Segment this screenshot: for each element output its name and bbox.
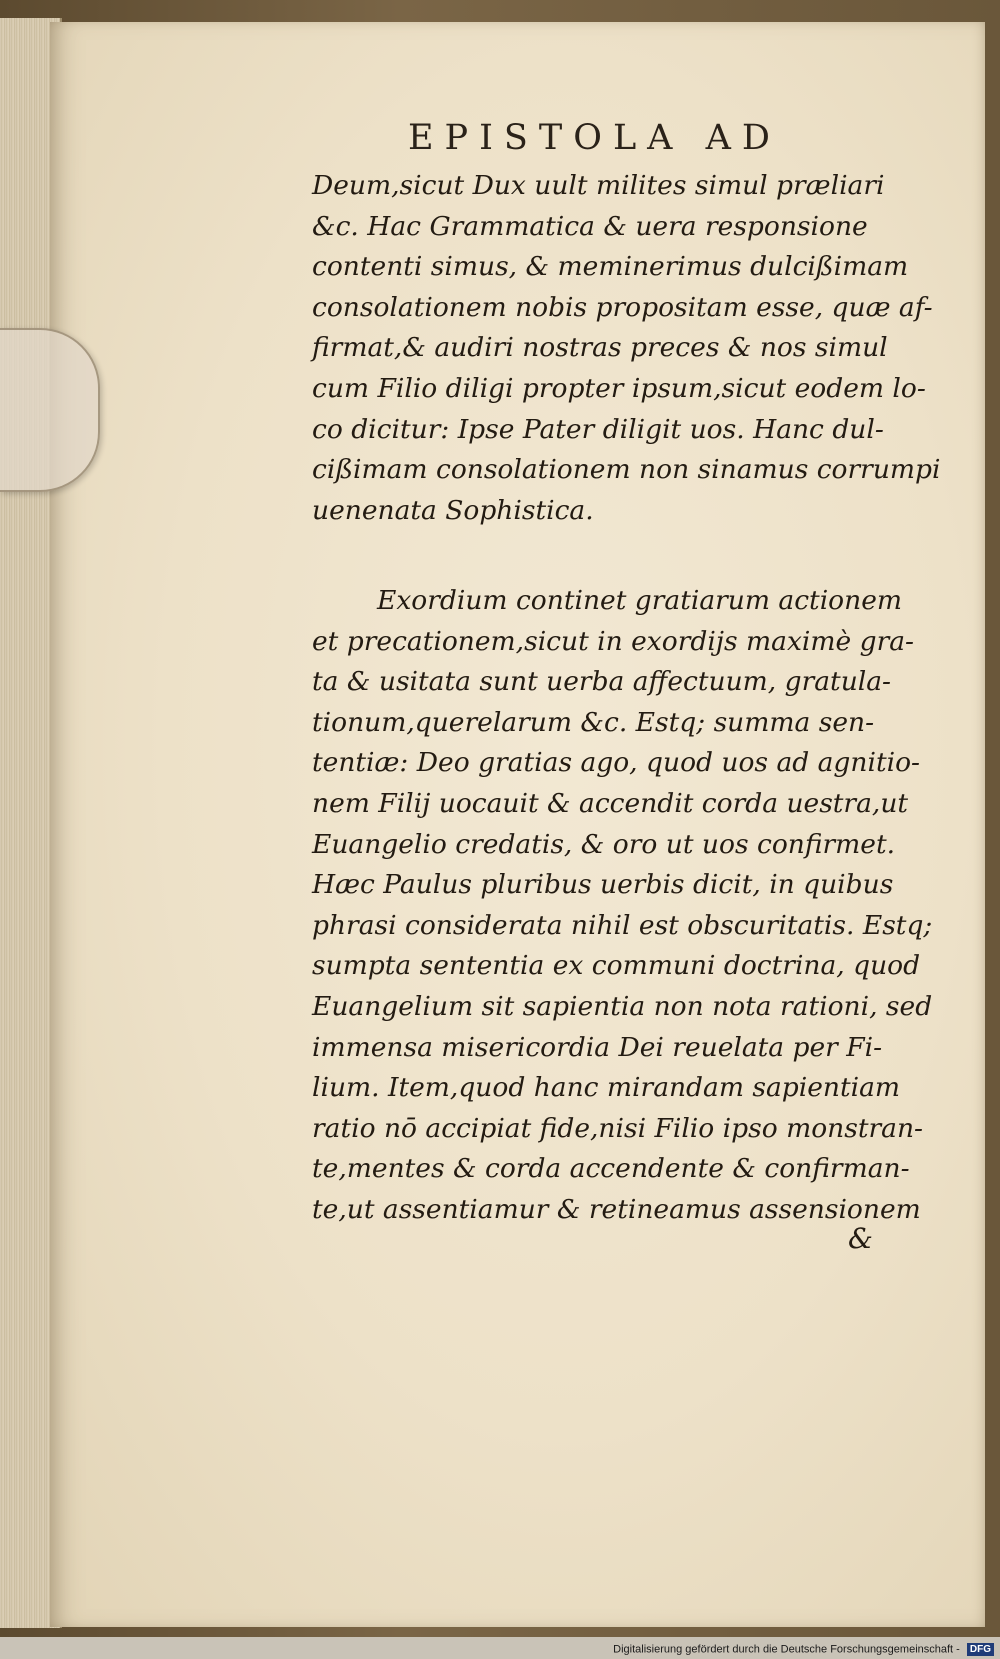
text-line: ratio nō accipiat fide,nisi Filio ipso monstran- bbox=[312, 1112, 923, 1144]
text-line: contenti simus, & meminerimus dulcißimam bbox=[312, 251, 909, 283]
text-line: lium. Item,quod hanc mirandam sapientiam bbox=[312, 1072, 901, 1104]
footer-credit-text: Digitalisierung gefördert durch die Deutsche Forschungsgemeinschaft - bbox=[613, 1643, 960, 1656]
footer-credit bbox=[613, 1643, 994, 1656]
text-line: &c. Hac Grammatica & uera responsione bbox=[312, 210, 868, 242]
text-line: et precationem,sicut in exordijs maximè gra- bbox=[312, 625, 915, 657]
text-line: te,mentes & corda accendente & confirman- bbox=[312, 1153, 910, 1185]
text-line: Euangelio credatis, & oro ut uos confirmet. bbox=[312, 828, 896, 860]
text-line: sumpta sententia ex communi doctrina, quod bbox=[312, 950, 921, 982]
paper-clip-tab bbox=[0, 328, 100, 492]
text-line: co dicitur: Ipse Pater diligit uos. Hanc dul- bbox=[312, 413, 884, 445]
text-line: Hæc Paulus pluribus uerbis dicit, in quibus bbox=[312, 869, 894, 901]
text-line: uenenata Sophistica. bbox=[312, 494, 594, 526]
text-line: cum Filio diligi propter ipsum,sicut eodem lo- bbox=[312, 372, 926, 404]
catchword: & bbox=[848, 1222, 873, 1255]
text-line: nem Filij uocauit & accendit corda uestra,ut bbox=[312, 787, 909, 819]
text-line: Deum,sicut Dux uult milites simul præliari bbox=[312, 170, 885, 201]
text-line: Euangelium sit sapientia non nota rationi, sed bbox=[312, 990, 933, 1022]
paragraph-1 bbox=[312, 166, 940, 531]
text-line: firmat,& audiri nostras preces & nos simul bbox=[312, 332, 888, 364]
text-line: consolationem nobis propositam esse, quæ af- bbox=[312, 291, 933, 323]
digitization-footer bbox=[0, 1637, 1000, 1659]
text-line: tionum,querelarum &c. Estq; summa sen- bbox=[312, 706, 875, 738]
dfg-logo-icon: DFG bbox=[967, 1643, 994, 1656]
text-line: ta & usitata sunt uerba affectuum, gratula- bbox=[312, 666, 891, 698]
running-head: EPISTOLA AD bbox=[408, 118, 781, 158]
paragraph-2 bbox=[312, 581, 932, 1231]
text-line: te,ut assentiamur & retineamus assensionem bbox=[312, 1193, 921, 1225]
text-line: phrasi considerata nihil est obscuritatis. Estq; bbox=[312, 909, 933, 941]
text-line: cißimam consolationem non sinamus corrumpi bbox=[312, 454, 941, 486]
text-line: immensa misericordia Dei reuelata per Fi- bbox=[312, 1031, 883, 1063]
text-line: Exordium continet gratiarum actionem bbox=[377, 585, 903, 616]
text-line: tentiæ: Deo gratias ago, quod uos ad agnitio- bbox=[312, 747, 920, 779]
